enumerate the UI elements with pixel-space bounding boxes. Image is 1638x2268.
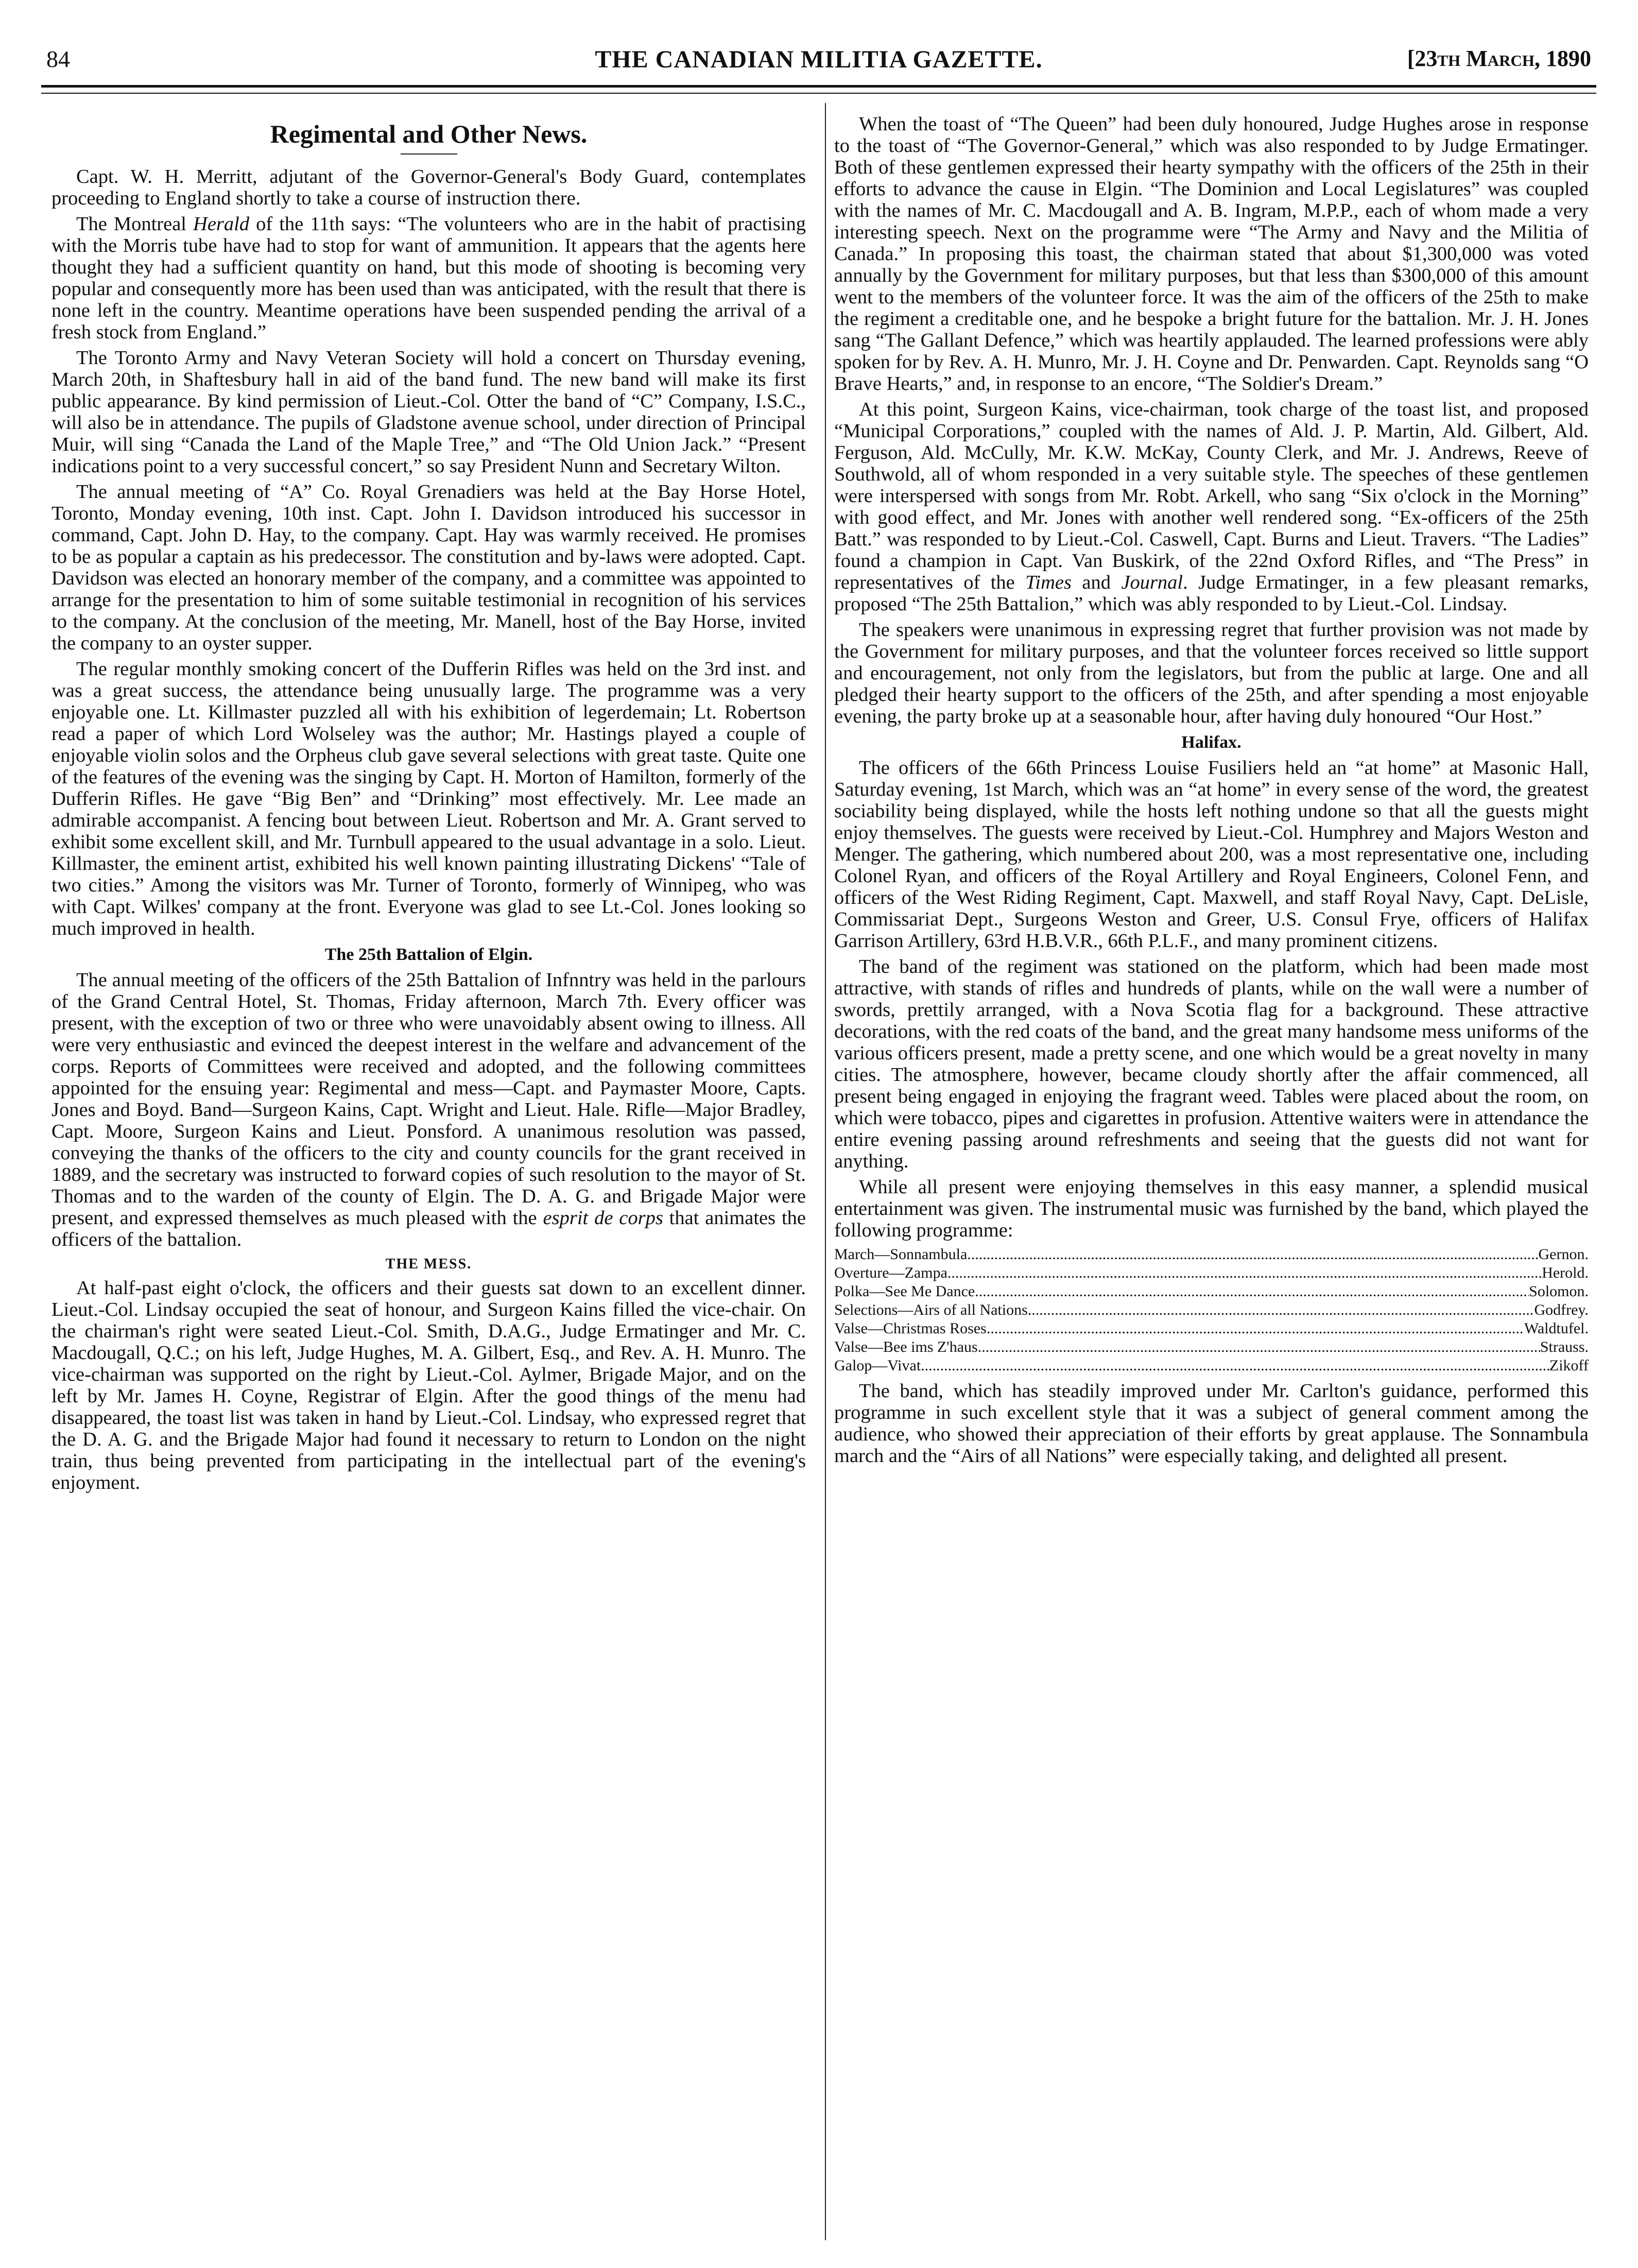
left-column (51, 113, 806, 2235)
subheading-the-mess: THE MESS. (385, 1256, 472, 1272)
header-rule-thin (41, 93, 1596, 94)
page-header (46, 45, 1591, 87)
article-toast-list: At this point, Surgeon Kains, vice-chairman, took charge of the toast list, and proposed “Municipal Corporations,” coupled with the names of Ald. J. P. Martin, Ald. Gilbert, Ald. Ferguson, Ald. McCully, Mr. K.W. McKay, County Clerk, and Mr. J. Andrews, Reeve of Southwold, all of whom responded in a very suitable style. The speeches of these gentlemen were interspersed with songs from Mr. Robt. Arkell, who sang “Six o'clock in the Morning” with good effect, and Mr. Jones with another well rendered song. “Ex-officers of the 25th Batt.” was responded to by Lieut.-Col. Caswell, Capt. Burns and Lieut. Travers. “The Ladies” found a champion in Capt. Van Buskirk, of the 22nd Oxford Rifles, and “The Press” in representatives of the Times and Journal. Judge Ermatinger, in a few pleasant remarks, proposed “The 25th Battalion,” which was ably responded to by Lieut.-Col. Lindsay. (834, 399, 1589, 615)
programme-item: Selections—Airs of all Nations ..... Godfrey. (834, 1301, 1589, 1319)
newspaper-name: Herald (193, 213, 250, 235)
programme-item: Overture—Zampa ..... Herold. (834, 1264, 1589, 1282)
article-toasts: When the toast of “The Queen” had been duly honoured, Judge Hughes arose in response to the toast of “The Governor-General,” which was also responded to by Judge Ermatinger. Both of these gentlemen expressed their hearty sympathy with the officers of the 25th in their efforts to advance the cause in Elgin. “The Dominion and Local Legislatures” was coupled with the names of Mr. C. Macdougall and A. B. Ingram, M.P.P., each of whom made a very interesting speech. Next on the programme were “The Army and Navy and the Militia of Canada.” In proposing this toast, the chairman stated that about $1,300,000 was voted annually by the Government for military purposes, but that less than $300,000 of this amount went to the members of the volunteer force. It was the aim of the officers of the 25th to make the regiment a creditable one, and he bespoke a bright future for the battalion. Mr. J. H. Jones sang “The Gallant Defence,” which was heartily applauded. The learned professions were ably spoken for by Rev. A. H. Munro, Mr. J. H. Coyne and Dr. Penwarden. Capt. Reynolds sang “O Brave Hearts,” and, in response to an encore, “The Soldier's Dream.” (834, 113, 1589, 394)
article-the-mess: At half-past eight o'clock, the officers and their guests sat down to an excellent dinner. Lieut.-Col. Lindsay occupied the seat of honour, and Surgeon Kains filled the vice-chair. On the chairman's right were seated Lieut.-Col. Smith, D.A.G., Judge Ermatinger and Mr. C. Macdougall, Q.C.; on his left, Judge Hughes, M. A. Gilbert, Esq., and Rev. A. H. Munro. The vice-chairman was supported on the right by Lieut.-Col. Aylmer, Brigade Major, and on the left by Mr. James H. Coyne, Registrar of Elgin. After the good things of the menu had disappeared, the toast list was taken in hand by Lieut.-Col. Lindsay, who expressed regret that the D. A. G. and the Brigade Major had found it necessary to return to London on the night train, thus being prevented from participating in the intellectual part of the evening's enjoyment. (51, 1277, 806, 1493)
programme-item: Galop—Vivat ..... Zikoff (834, 1356, 1589, 1375)
article-speakers: The speakers were unanimous in expressing regret that further provision was not made by the Government for military purposes, and that the volunteer forces received so little support and encouragement, not only from the legislators, but from the public at large. One and all pledged their hearty support to the officers of the 25th, and after spending a most enjoyable evening, the party broke up at a seasonable hour, after having duly honoured “Our Host.” (834, 619, 1589, 727)
article-66th-at-home: The officers of the 66th Princess Louise Fusiliers held an “at home” at Masonic Hall, Saturday evening, 1st March, which was an “at home” in every sense of the word, the greatest sociability being displayed, while the hosts left nothing undone so that all the guests might enjoy themselves. The guests were received by Lieut.-Col. Humphrey and Majors Weston and Menger. The gathering, which numbered about 200, was a most representative one, including Colonel Ryan, and officers of the Royal Artillery and Royal Engineers, Colonel Fenn, and officers of the West Riding Regiment, Capt. Maxwell, and staff Royal Navy, Capt. DeLisle, Commissariat Dept., Surgeons Weston and Greer, U.S. Consul Frye, officers of Halifax Garrison Artillery, 63rd H.B.V.R., 66th P.L.F., and many prominent citizens. (834, 757, 1589, 952)
article-royal-grenadiers: The annual meeting of “A” Co. Royal Grenadiers was held at the Bay Horse Hotel, Toronto, Monday evening, 10th inst. Capt. John I. Davidson introduced his successor in command, Capt. John D. Hay, to the company. Capt. Hay was warmly received. He promises to be as popular a captain as his predecessor. The constitution and by-laws were adopted. Capt. Davidson was elected an honorary member of the company, and a committee was appointed to arrange for the presentation to him of some suitable testimonial in recognition of his services to the company. At the conclusion of the meeting, Mr. Manell, host of the Bay Horse, invited the company to an oyster supper. (51, 481, 806, 654)
right-column (834, 113, 1589, 2235)
italic-phrase: esprit de corps (543, 1207, 663, 1229)
publication-title: THE CANADIAN MILITIA GAZETTE. (595, 46, 1043, 73)
article-musical-entertainment: While all present were enjoying themselves in this easy manner, a splendid musical entertainment was given. The instrumental music was furnished by the band, which played the following programme: (834, 1176, 1589, 1241)
page-number: 84 (46, 46, 70, 72)
heading-rule (401, 153, 457, 154)
newspaper-times: Times (1025, 572, 1072, 593)
newspaper-journal: Journal (1121, 572, 1183, 593)
article-25th-annual-meeting: The annual meeting of the officers of the 25th Battalion of Infnntry was held in the parlours of the Grand Central Hotel, St. Thomas, Friday afternoon, March 7th. Every officer was present, with the exception of two or three who were unavoidably absent owing to illness. All were very enthusiastic and evinced the deepest interest in the welfare and advancement of the corps. Reports of Committees were received and adopted, and the following committees appointed for the ensuing year: Regimental and mess—Capt. and Paymaster Moore, Capts. Jones and Boyd. Band—Surgeon Kains, Capt. Wright and Lieut. Hale. Rifle—Major Bradley, Capt. Moore, Surgeon Kains and Lieut. Ponsford. A unanimous resolution was passed, conveying the thanks of the officers to the city and county councils for the grant received in 1889, and the secretary was instructed to forward copies of such resolution to the mayor of St. Thomas and to the warden of the county of Elgin. The D. A. G. and Brigade Major were present, and expressed themselves as much pleased with the esprit de corps that animates the officers of the battalion. (51, 969, 806, 1250)
section-heading: Regimental and Other News. (270, 119, 588, 148)
programme-item: Polka—See Me Dance ..... Solomon. (834, 1282, 1589, 1301)
programme-item: Valse—Bee ims Z'haus ..... Strauss. (834, 1338, 1589, 1356)
column-divider (825, 103, 826, 2240)
programme-item: Valse—Christmas Roses ..... Waldtufel. (834, 1319, 1589, 1338)
article-dufferin-rifles: The regular monthly smoking concert of the Dufferin Rifles was held on the 3rd inst. and was a great success, the attendance being unusually large. The programme was a very enjoyable one. Lt. Killmaster puzzled all with his exhibition of legerdemain; Lt. Robertson read a paper of which Lord Wolseley was the author; Mr. Hastings played a couple of enjoyable violin solos and the Orpheus club gave several selections with great taste. Quite one of the features of the evening was the singing by Capt. H. Morton of Hamilton, formerly of the Dufferin Rifles. He gave “Big Ben” and “Drinking” most effectively. Mr. Lee made an admirable accompanist. A fencing bout between Lieut. Robertson and Mr. A. Grant served to exhibit some excellent skill, and Mr. Turnbull appeared to the usual advantage in a solo. Lieut. Killmaster, the eminent artist, exhibited his well known painting illustrating Dickens' “Tale of two cities.” Among the visitors was Mr. Turner of Toronto, formerly of Winnipeg, who was with Capt. Wilkes' company at the front. Everyone was glad to see Lt.-Col. Jones looking so much improved in health. (51, 658, 806, 939)
subheading-halifax: Halifax. (1181, 733, 1242, 752)
issue-date: [23th March, 1890 (1407, 46, 1591, 71)
subheading-25th-battalion: The 25th Battalion of Elgin. (324, 945, 533, 964)
article-veteran-society: The Toronto Army and Navy Veteran Society will hold a concert on Thursday evening, March 20th, in Shaftesbury hall in aid of the band fund. The new band will make its first public appearance. By kind permission of Lieut.-Col. Otter the band of “C” Company, I.S.C., will also be in attendance. The pupils of Gladstone avenue school, under direction of Principal Muir, will sing “Canada the Land of the Maple Tree,” and “The Old Union Jack.” “Present indications point to a very successful concert,” so say President Nunn and Secretary Wilton. (51, 347, 806, 477)
header-rule-thick (41, 85, 1596, 88)
article-band-performance: The band, which has steadily improved under Mr. Carlton's guidance, performed this programme in such excellent style that it was a subject of general comment among the audience, who showed their appreciation of their efforts by great applause. The Sonnambula march and the “Airs of all Nations” were especially taking, and delighted all present. (834, 1380, 1589, 1467)
article-band-platform: The band of the regiment was stationed on the platform, which had been made most attractive, with stands of rifles and hundreds of plants, while on the wall were a number of swords, prettily arranged, with a Nova Scotia flag for a background. These attractive decorations, with the red coats of the band, and the great many handsome mess uniforms of the various officers present, made a pretty scene, and one which would be a great novelty in many cities. The atmosphere, however, became cloudy shortly after the affair commenced, all present being engaged in enjoying the fragrant weed. Tables were placed about the room, on which were tobacco, pipes and cigarettes in profusion. Attentive waiters were in attendance the entire evening passing around refreshments and seeing that the guests did not want for anything. (834, 956, 1589, 1172)
article-merritt: Capt. W. H. Merritt, adjutant of the Governor-General's Body Guard, contemplates proceeding to England shortly to take a course of instruction there. (51, 166, 806, 209)
programme-item: March—Sonnambula ..... Gernon. (834, 1245, 1589, 1264)
article-morris-tube: The Montreal Herald of the 11th says: “The volunteers who are in the habit of practising with the Morris tube have had to stop for want of ammunition. It appears that the agents here thought they had a sufficient quantity on hand, but this mode of shooting is becoming very popular and consequently more has been used than was anticipated, with the result that there is none left in the country. Meantime operations have been suspended pending the arrival of a fresh stock from England.” (51, 213, 806, 343)
band-programme (834, 1245, 1589, 1375)
